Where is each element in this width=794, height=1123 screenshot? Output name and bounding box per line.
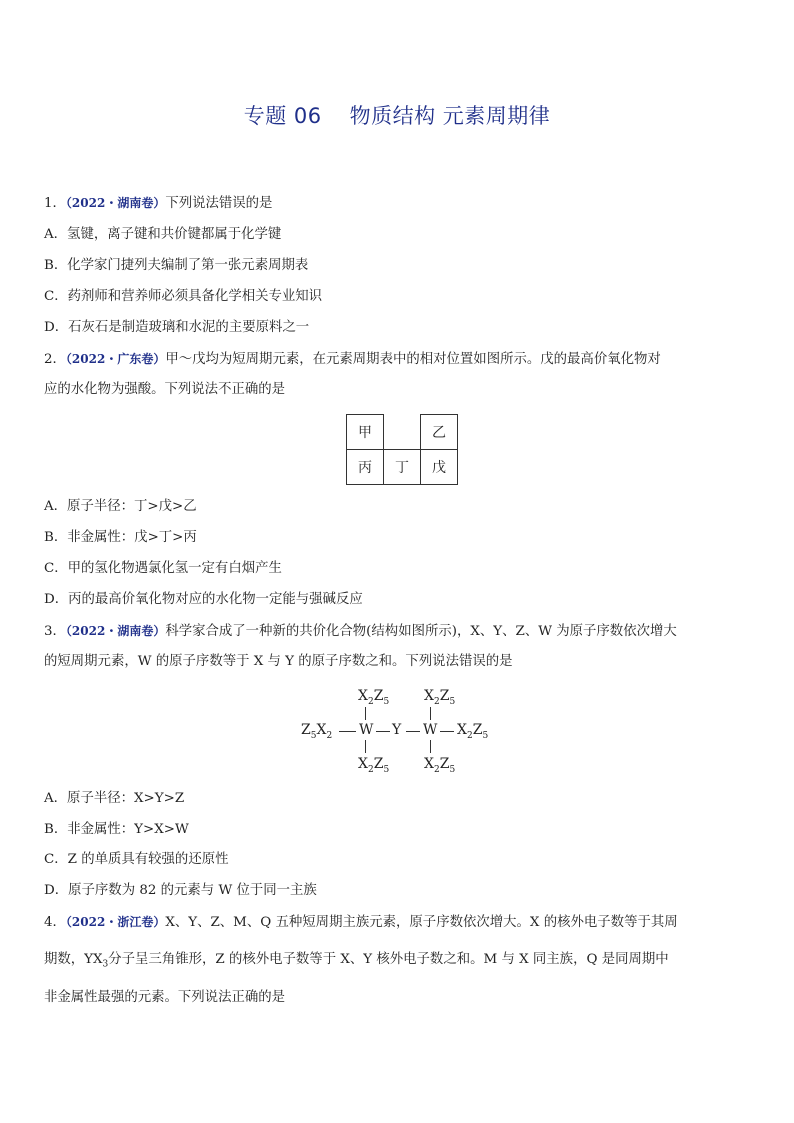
q3-source: （2022・湖南卷） <box>65 624 166 638</box>
q3-stem-line2: 的短周期元素，W 的原子序数等于 X 与 Y 的原子序数之和。下列说法错误的是 <box>44 654 513 669</box>
cell-yi: 乙 <box>421 415 458 450</box>
bond-w-y <box>376 731 390 732</box>
left-z5x2: $Z_5X_2$ <box>301 722 333 741</box>
q3-option-d: D．原子序数为 82 的元素与 W 位于同一主族 <box>44 883 317 898</box>
bond-left-w <box>339 731 356 732</box>
q2-option-a: A．原子半径：丁>戊>乙 <box>44 499 197 514</box>
q3-stem-line1: 3．（2022・湖南卷）科学家合成了一种新的共价化合物(结构如图所示)，X、Y、Z、W 为原子序数依次增大 <box>44 624 677 639</box>
title-topic-name: 物质结构 元素周期律 <box>349 104 551 128</box>
top-right-x2z5: $X_2Z_5$ <box>424 688 456 707</box>
q3-option-c: C．Z 的单质具有较强的还原性 <box>44 852 229 867</box>
q2-option-c: C．甲的氢化物遇氯化氢一定有白烟产生 <box>44 561 282 576</box>
q3-option-a: A．原子半径：X>Y>Z <box>44 791 185 806</box>
bottom-left-x2z5: $X_2Z_5$ <box>358 756 390 775</box>
q4-source: （2022・浙江卷） <box>65 915 166 929</box>
page-title <box>0 100 794 130</box>
q4-stem-line2: 期数，$YX_3$分子呈三角锥形，Z 的核外电子数等于 X、Y 核外电子数之和。M 与 X 同主族，Q 是同周期中 <box>44 952 669 970</box>
q1-option-a: A．氢键，离子键和共价键都属于化学键 <box>44 227 282 242</box>
atom-w-right: W <box>423 722 438 738</box>
q1-stem: 1．（2022・湖南卷）下列说法错误的是 <box>44 196 273 211</box>
cell-ding: 丁 <box>384 450 421 485</box>
q1-option-d: D．石灰石是制造玻璃和水泥的主要原料之一 <box>44 320 310 335</box>
bond-w-right <box>440 731 454 732</box>
q4-stem-line3: 非金属性最强的元素。下列说法正确的是 <box>44 990 286 1005</box>
q2-stem-line1: 2．（2022・广东卷）甲～戊均为短周期元素，在元素周期表中的相对位置如图所示。戊的最高价氧化物对 <box>44 352 661 367</box>
periodic-position-table <box>346 414 458 485</box>
q4-stem-line1: 4．（2022・浙江卷）X、Y、Z、M、Q 五种短周期主族元素，原子序数依次增大。X 的核外电子数等于其周 <box>44 915 678 930</box>
atom-w-left: W <box>359 722 374 738</box>
cell-wu: 戊 <box>421 450 458 485</box>
bottom-right-x2z5: $X_2Z_5$ <box>424 756 456 775</box>
q3-option-b: B．非金属性：Y>X>W <box>44 822 189 837</box>
top-left-x2z5: $X_2Z_5$ <box>358 688 390 707</box>
title-topic-number: 专题 06 <box>243 104 322 128</box>
atom-y: Y <box>392 722 402 738</box>
bond-bottom-left <box>365 740 366 753</box>
q1-option-b: B．化学家门捷列夫编制了第一张元素周期表 <box>44 258 309 273</box>
bond-y-w <box>406 731 420 732</box>
cell-bing: 丙 <box>347 450 384 485</box>
bond-bottom-right <box>430 740 431 753</box>
q2-option-d: D．丙的最高价氧化物对应的水化物一定能与强碱反应 <box>44 592 363 607</box>
q1-option-c: C．药剂师和营养师必须具备化学相关专业知识 <box>44 289 323 304</box>
q1-source: （2022・湖南卷） <box>65 196 166 210</box>
cell-jia: 甲 <box>347 415 384 450</box>
q2-stem-line2: 应的水化物为强酸。下列说法不正确的是 <box>44 382 286 397</box>
q2-option-b: B．非金属性：戊>丁>丙 <box>44 530 197 545</box>
cell-empty <box>384 415 421 450</box>
right-x2z5: $X_2Z_5$ <box>457 722 489 741</box>
q2-source: （2022・广东卷） <box>65 352 166 366</box>
bond-top-left <box>365 707 366 720</box>
bond-top-right <box>430 707 431 720</box>
